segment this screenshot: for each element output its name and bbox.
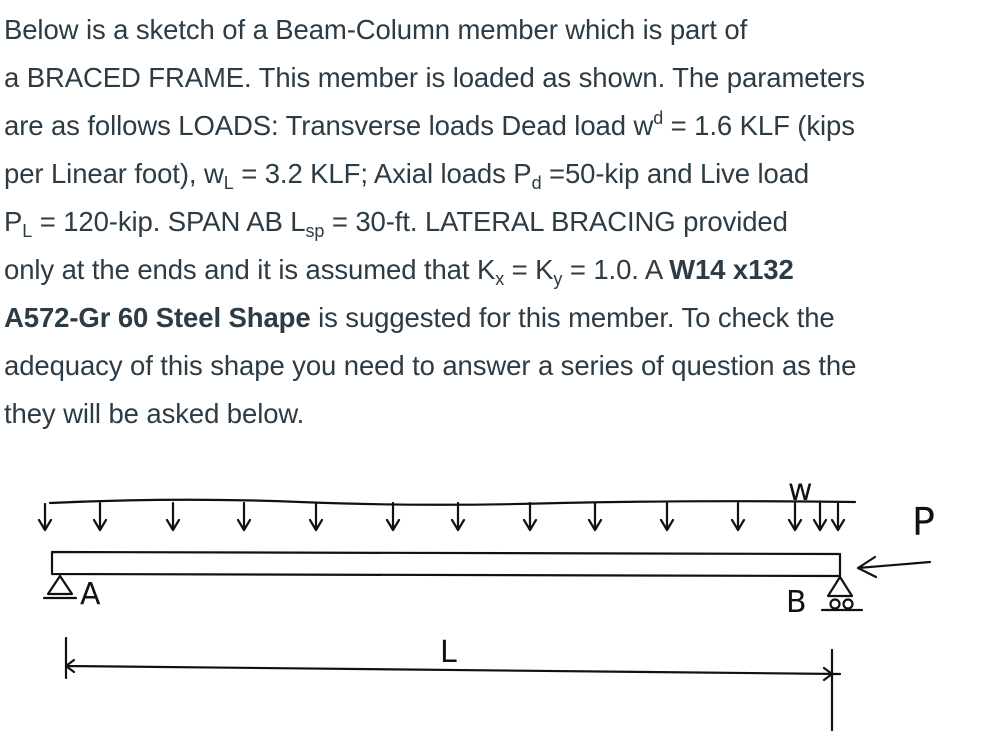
problem-line-2: a BRACED FRAME. This member is loaded as shown. The parameters	[4, 62, 865, 93]
beam-member	[52, 552, 840, 576]
distributed-load-line	[50, 500, 855, 505]
problem-line-4: per Linear foot), $w_L = 3.2$ KLF; Axial loads $P_d =50-kip$ and Live load	[4, 158, 810, 193]
support-a	[44, 576, 76, 598]
support-a-label: A	[80, 577, 101, 612]
problem-line-9: they will be asked below.	[4, 398, 305, 429]
problem-line-7: A572-Gr 60 Steel Shape is suggested for this member. To check the	[4, 302, 835, 333]
problem-line-8: adequacy of this shape you need to answer a series of question as the	[4, 350, 857, 381]
problem-statement	[4, 6, 998, 438]
beam-column-sketch	[0, 440, 1002, 736]
problem-line-1: Below is a sketch of a Beam-Column member which is part of	[4, 14, 748, 45]
support-b	[822, 577, 862, 610]
problem-line-5: $P_L = 120-kip$. SPAN AB $L_{sp} = 30-ft$. LATERAL BRACING provided	[4, 206, 788, 241]
problem-line-6: only at the ends and it is assumed that $K_x = K_y = 1.0$. A W14 x132	[4, 254, 794, 289]
axial-load-arrow	[858, 557, 930, 577]
problem-line-3: are as follows LOADS: Transverse loads Dead load $w^d = 1.6$ KLF (kips	[4, 108, 855, 141]
span-l-label: L	[440, 635, 457, 670]
load-arrows	[39, 503, 844, 530]
support-b-label: B	[786, 585, 807, 620]
load-p-label: P	[912, 500, 935, 544]
load-w-label: w	[788, 473, 813, 508]
